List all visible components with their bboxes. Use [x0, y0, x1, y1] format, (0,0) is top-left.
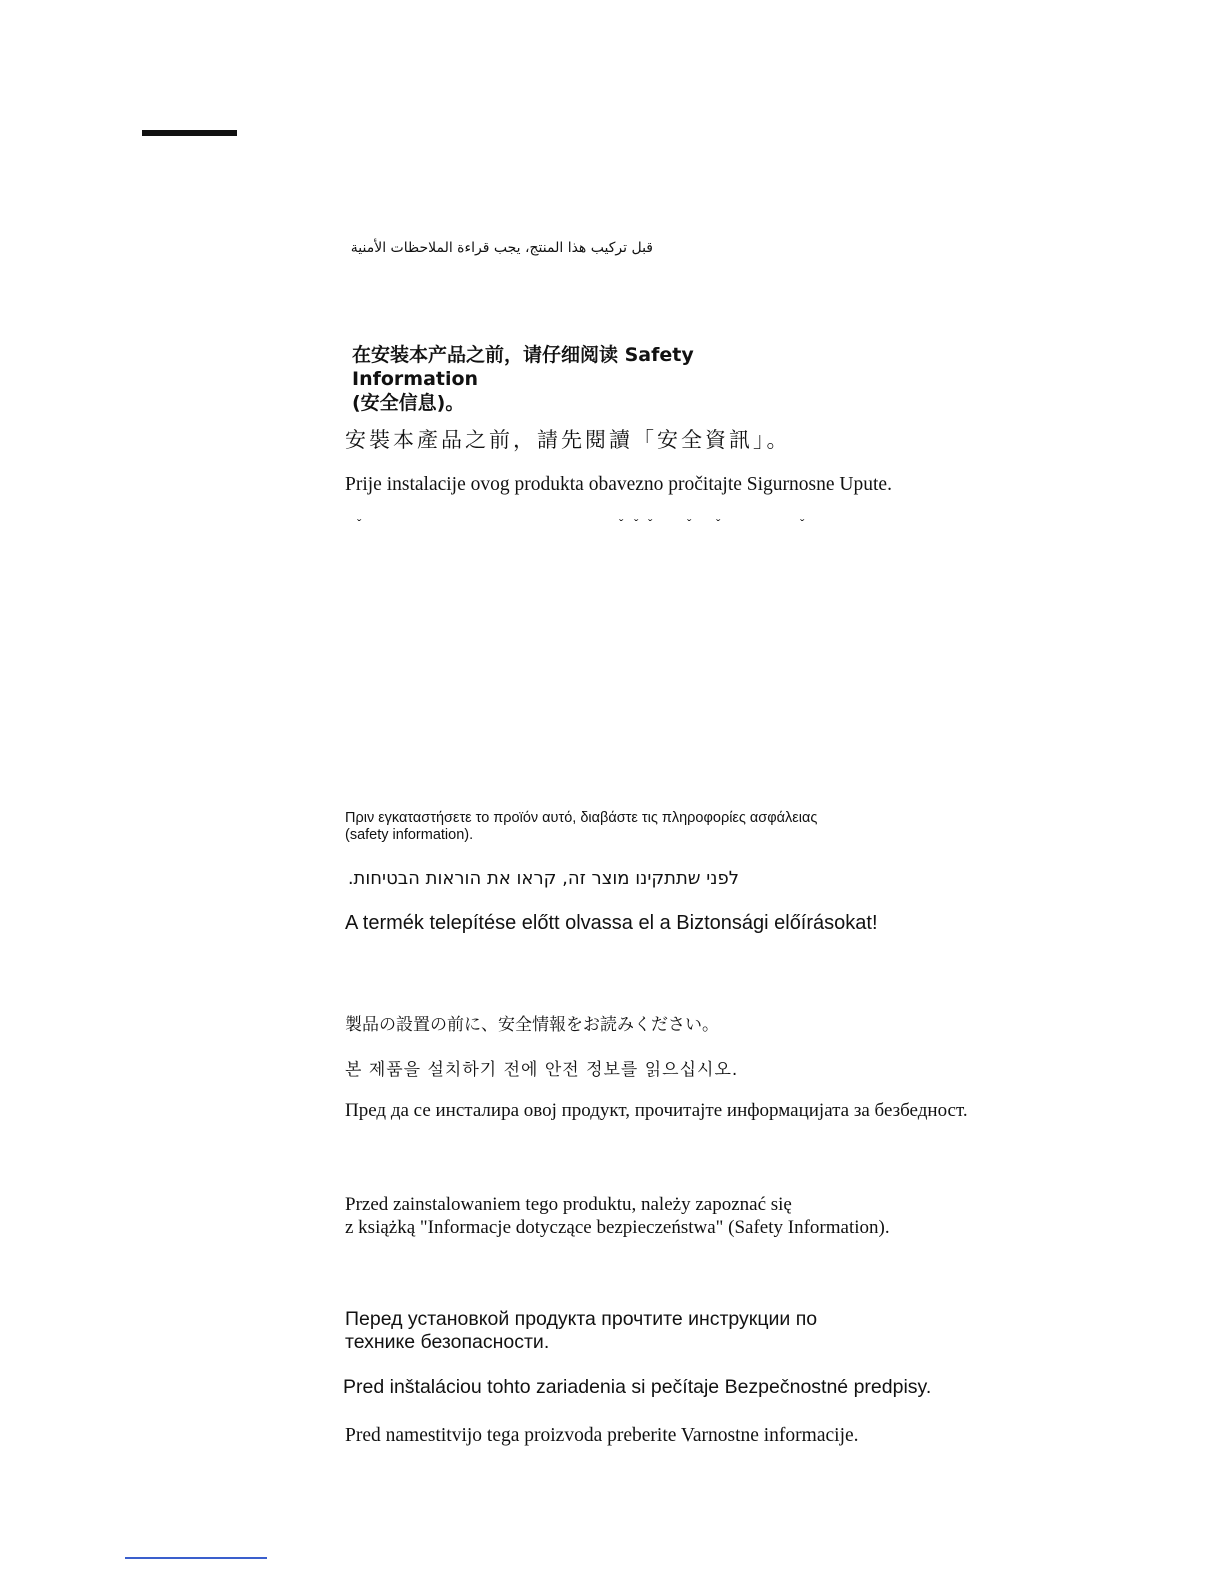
- chinese-simplified-notice: [352, 343, 822, 415]
- slovak-notice: Pred inštaláciou tohto zariadenia si pečítaje Bezpečnostné predpisy.: [343, 1376, 932, 1398]
- hebrew-notice: לפני שתתקינו מוצר זה, קראו את הוראות הבטיחות.: [347, 868, 739, 889]
- japanese-notice: 製品の設置の前に、安全情報をお読みください。: [345, 1015, 719, 1035]
- czech-caron-3: ˇ: [634, 516, 639, 531]
- macedonian-notice: Пред да се инсталира овој продукт, прочитајте информацијата за безбедност.: [345, 1100, 968, 1121]
- slovenian-notice: Pred namestitvijo tega proizvoda preberite Varnostne informacije.: [345, 1425, 859, 1446]
- czech-caron-7: ˇ: [800, 516, 805, 531]
- czech-caron-6: ˇ: [716, 516, 721, 531]
- hungarian-notice: A termék telepítése előtt olvassa el a Biztonsági előírásokat!: [345, 912, 878, 934]
- russian-notice: [345, 1308, 905, 1354]
- polish-notice: [345, 1193, 985, 1239]
- russian-line1: Перед установкой продукта прочтите инструкции по: [345, 1308, 818, 1330]
- greek-notice: [345, 810, 905, 844]
- polish-line2: z książką "Informacje dotyczące bezpieczeństwa" (Safety Information).: [345, 1217, 890, 1238]
- chinese-traditional-notice: 安裝本產品之前，請先閱讀「安全資訊」。: [345, 428, 791, 452]
- czech-notice-remnant: [345, 517, 815, 531]
- czech-caron-1: ˇ: [357, 516, 362, 531]
- czech-caron-5: ˇ: [687, 516, 692, 531]
- chinese-simplified-line2: (安全信息)。: [352, 392, 465, 414]
- czech-caron-4: ˇ: [648, 516, 653, 531]
- bottom-rule: [125, 1557, 267, 1559]
- top-rule: [142, 130, 237, 136]
- croatian-notice: Prije instalacije ovog produkta obavezno pročitajte Sigurnosne Upute.: [345, 474, 892, 495]
- greek-line1: Πριν εγκαταστήσετε το προϊόν αυτό, διαβάστε τις πληροφορίες ασφάλειας: [345, 810, 818, 826]
- korean-notice: 본 제품을 설치하기 전에 안전 정보를 읽으십시오.: [345, 1060, 739, 1080]
- greek-line2: (safety information).: [345, 827, 474, 843]
- czech-caron-2: ˇ: [619, 516, 624, 531]
- chinese-simplified-line1: 在安装本产品之前，请仔细阅读 Safety Information: [352, 344, 694, 390]
- arabic-notice: قبل تركيب هذا المنتج، يجب قراءة الملاحظات الأمنية: [350, 240, 653, 256]
- russian-line2: технике безопасности.: [345, 1331, 550, 1353]
- polish-line1: Przed zainstalowaniem tego produktu, należy zapoznać się: [345, 1194, 792, 1215]
